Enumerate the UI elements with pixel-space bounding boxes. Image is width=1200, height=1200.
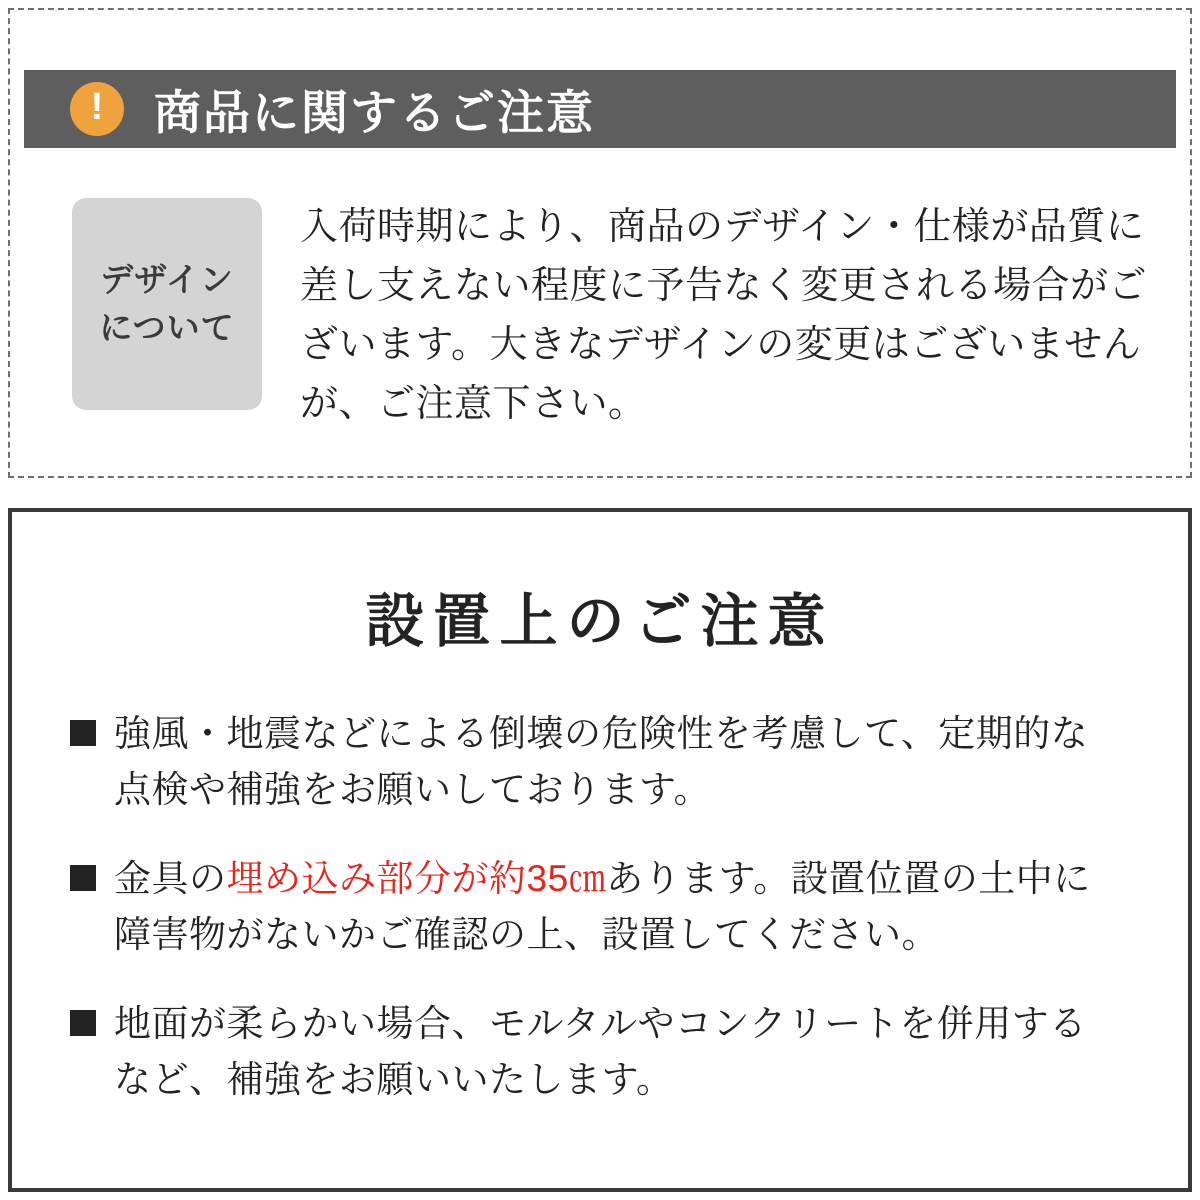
bullet-pre-text: 強風・地震などによる倒壊の危険性を考慮して、定期的な点検や補強をお願いしております。	[114, 713, 1089, 810]
exclamation-icon	[70, 82, 124, 136]
list-item	[70, 851, 1124, 962]
exclamation-glyph: !	[90, 86, 104, 128]
installation-bullet-list	[70, 706, 1124, 1107]
design-chip-line2: について	[99, 309, 235, 346]
product-notice-panel	[8, 8, 1192, 478]
list-item-text	[114, 851, 1124, 962]
list-item	[70, 706, 1124, 817]
notice-header-title: 商品に関するご注意	[154, 85, 595, 139]
square-bullet-icon	[70, 720, 96, 746]
square-bullet-icon	[70, 1010, 96, 1036]
list-item-text	[114, 996, 1124, 1107]
design-note-row	[72, 198, 1162, 434]
design-chip-line1: デザイン	[100, 261, 234, 299]
bullet-post-text: あります。設置位置の土中に障害物がないかご確認の上、設置してください。	[114, 858, 1091, 955]
bullet-highlight-text: 埋め込み部分が約35㎝	[226, 858, 607, 899]
installation-title: 設置上のご注意	[365, 589, 835, 654]
bullet-pre-text: 地面が柔らかい場合、モルタルやコンクリートを併用するなど、補強をお願いいたします。	[114, 1003, 1087, 1100]
design-note-text: 入荷時期により、商品のデザイン・仕様が品質に差し支えない程度に予告なく変更される場合がございます。大きなデザインの変更はございませんが、ご注意下さい。	[300, 206, 1148, 425]
design-label-chip	[72, 198, 262, 410]
installation-notice-panel	[8, 508, 1192, 1192]
bullet-pre-text: 金具の	[114, 858, 227, 899]
square-bullet-icon	[70, 865, 96, 891]
list-item-text	[114, 706, 1124, 817]
list-item	[70, 996, 1124, 1107]
notice-header	[24, 70, 1176, 148]
